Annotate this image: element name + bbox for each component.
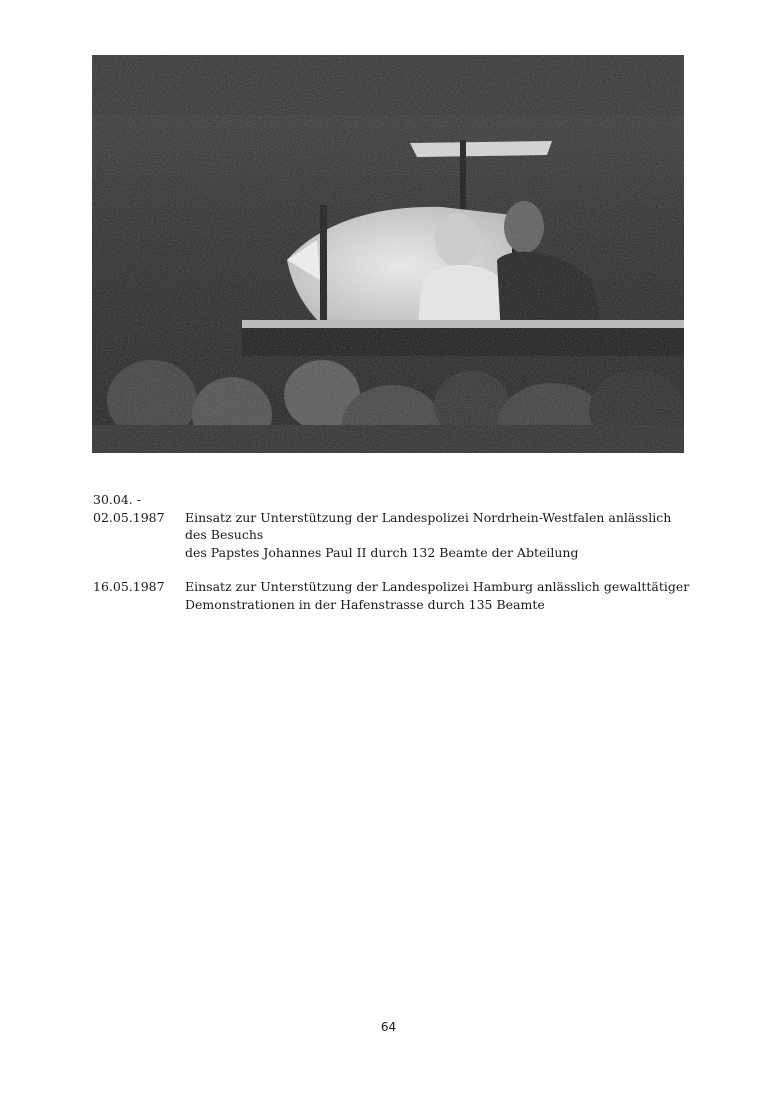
entry-date-line: 30.04. - — [93, 492, 141, 507]
entry-date — [93, 578, 185, 613]
photo-image — [92, 55, 684, 453]
page-number: 64 — [380, 1020, 397, 1034]
entry-date — [93, 491, 185, 561]
entry-text-line: des Papstes Johannes Paul II durch 132 Beamte der Abteilung — [185, 544, 579, 560]
list-item — [93, 491, 693, 561]
entry-description — [185, 491, 693, 561]
document-photo — [92, 55, 684, 453]
entry-date-line: 02.05.1987 — [93, 509, 165, 525]
entry-date-line: 16.05.1987 — [93, 579, 165, 594]
entry-text-line: Demonstrationen in der Hafenstrasse durch 135 Beamte — [185, 596, 545, 612]
entry-text-line: Einsatz zur Unterstützung der Landespolizei Nordrhein-Westfalen anlässlich des Besuchs — [185, 509, 672, 542]
list-item — [93, 578, 693, 613]
entry-description — [185, 578, 693, 613]
entry-text-line: Einsatz zur Unterstützung der Landespolizei Hamburg anlässlich gewalttätiger — [185, 579, 690, 594]
entries-list — [93, 491, 693, 630]
